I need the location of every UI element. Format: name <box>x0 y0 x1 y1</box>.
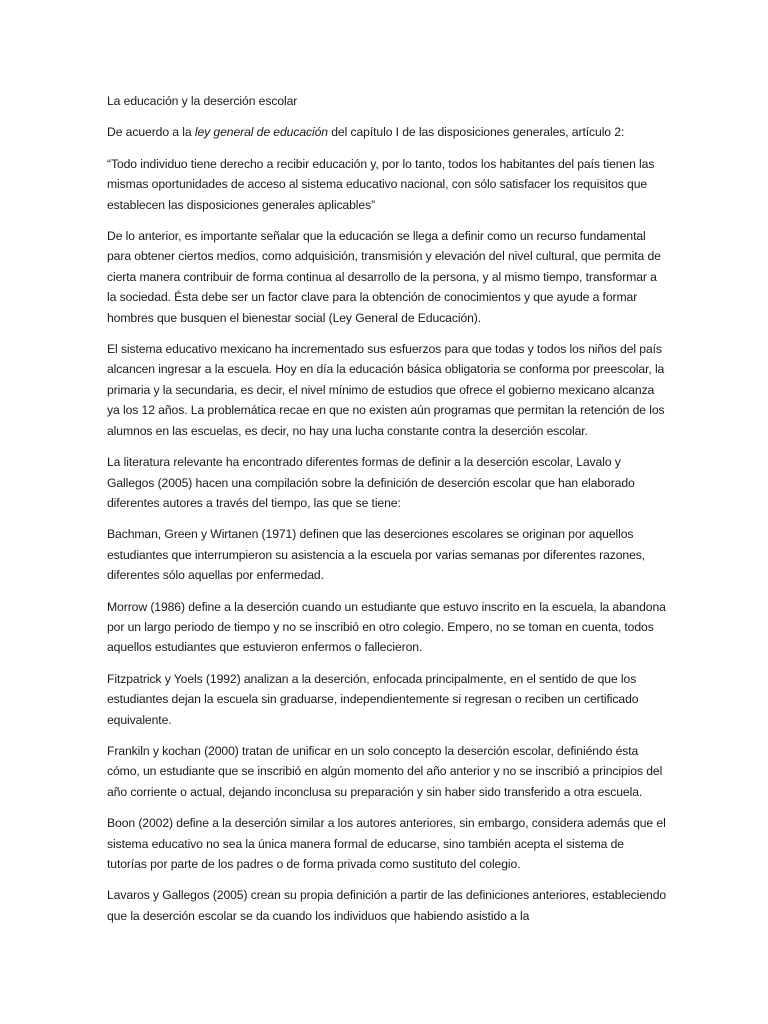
body-paragraph: De lo anterior, es importante señalar que la educación se llega a definir como un recurso fundamental para obtener ciertos medios, como adquisición, transmisión y elevación del nivel cultural, que permita de cierta manera contribuir de forma continua al desarrollo de la persona, y al mismo tiempo, transformar a la sociedad. Ésta debe ser un factor clave para la obtención de conocimientos y que ayude a formar hombres que busquen el bienestar social (Ley General de Educación). <box>107 229 661 325</box>
body-paragraph: Boon (2002) define a la deserción similar a los autores anteriores, sin embargo, considera además que el sistema educativo no sea la única manera formal de educarse, sino también acepta el sistema de tutorías por parte de los padres o de forma privada como sustituto del colegio. <box>107 816 666 871</box>
law-name: ley general de educación <box>194 125 328 140</box>
body-paragraph: Bachman, Green y Wirtanen (1971) definen que las deserciones escolares se originan por aquellos estudiantes que interrumpieron su asistencia a la escuela por varias semanas por diferentes razones, diferentes sólo aquellas por enfermedad. <box>107 527 646 583</box>
body-paragraph: Morrow (1986) define a la deserción cuando un estudiante que estuvo inscrito en la escuela, la abandona por un largo periodo de tiempo y no se inscribió en otro colegio. Empero, no se toman en cuenta, todos aquellos estudiantes que estuvieron enfermos o fallecieron. <box>107 599 666 655</box>
body-paragraph: Frankiln y kochan (2000) tratan de unificar en un solo concepto la deserción escolar, definiéndo ésta cómo, un estudiante que se inscribió en algún momento del año anterior y no se inscribió a principios del año corriente o actual, dejando inconclusa su preparación y sin haber sido transferido a otra escuela. <box>107 743 663 799</box>
document-page <box>107 91 667 937</box>
body-paragraph: Fitzpatrick y Yoels (1992) analizan a la deserción, enfocada principalmente, en el sentido de que los estudiantes dejan la escuela sin graduarse, independientemente si regresan o reciben un certificado equivalente. <box>107 671 639 727</box>
document-title: La educación y la deserción escolar <box>107 94 298 108</box>
intro-text-before: De acuerdo a la <box>107 125 195 140</box>
body-paragraph: Lavaros y Gallegos (2005) crean su propia definición a partir de las definiciones anteriores, estableciendo que la deserción escolar se da cuando los individuos que habiendo asistido a la <box>107 888 667 923</box>
body-paragraph: La literatura relevante ha encontrado diferentes formas de definir a la deserción escolar, Lavalo y Gallegos (2005) hacen una compilación sobre la definición de deserción escolar que han elaborado diferentes autores a través del tiempo, las que se tiene: <box>107 455 635 510</box>
quote-paragraph: “Todo individuo tiene derecho a recibir educación y, por lo tanto, todos los habitantes del país tienen las mismas oportunidades de acceso al sistema educativo nacional, con sólo satisfacer los requisitos que establecen las disposiciones generales aplicables” <box>107 156 655 212</box>
intro-paragraph <box>107 122 667 142</box>
intro-text-after: del capítulo I de las disposiciones generales, artículo 2: <box>327 125 625 140</box>
body-paragraph: El sistema educativo mexicano ha incrementado sus esfuerzos para que todas y todos los niños del país alcancen ingresar a la escuela. Hoy en día la educación básica obligatoria se conforma por preescolar, la primaria y la secundaria, es decir, el nivel mínimo de estudios que ofrece el gobierno mexicano alcanza ya los 12 años. La problemática recae en que no existen aún programas que permitan la retención de los alumnos en las escuelas, es decir, no hay una lucha constante contra la deserción escolar. <box>107 342 665 438</box>
